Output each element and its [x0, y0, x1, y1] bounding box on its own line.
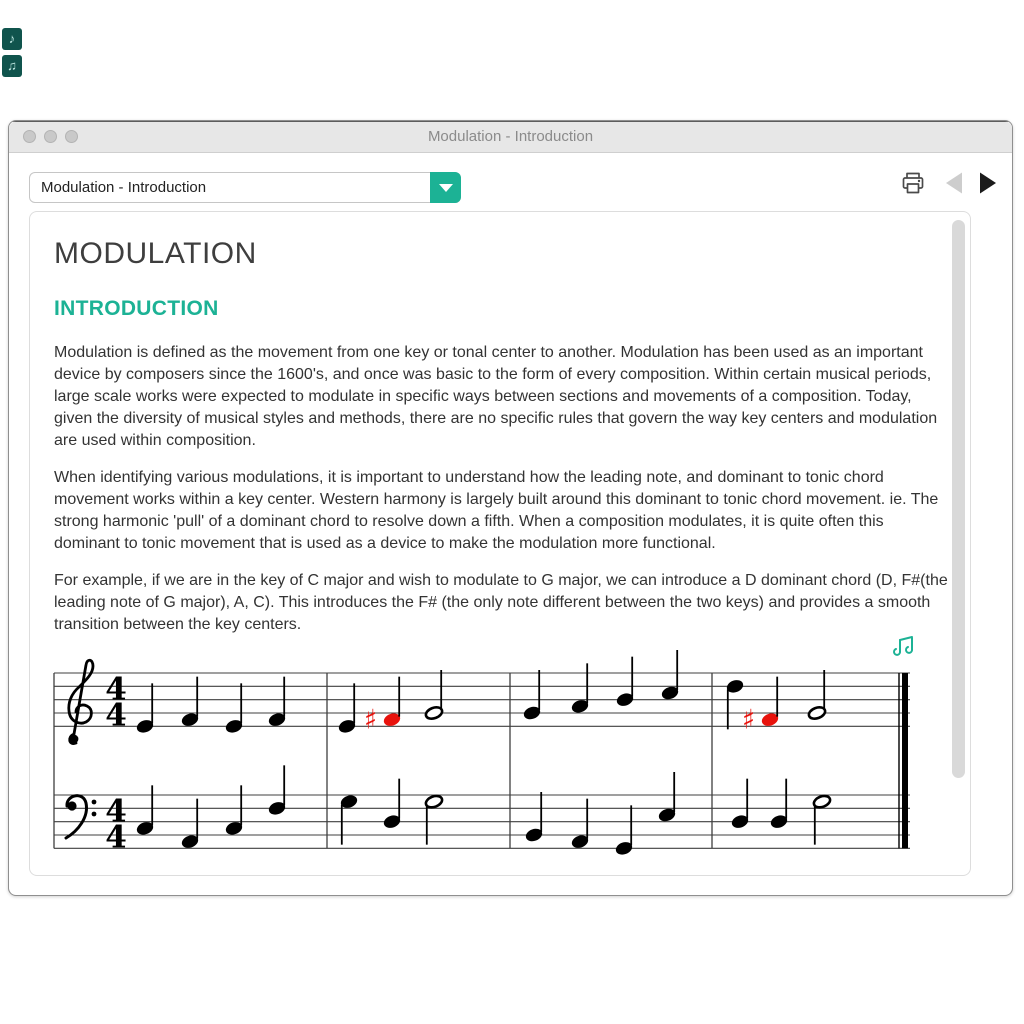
lesson-content-card [29, 211, 971, 876]
chevron-down-icon [439, 184, 453, 192]
back-arrow-icon [943, 170, 965, 196]
lesson-selector-value: Modulation - Introduction [41, 179, 207, 196]
svg-text:4: 4 [105, 697, 127, 734]
paragraph: Modulation is defined as the movement from one key or tonal center to another. Modulation has been used as an important device by composers since the 1600's, and once was basic to the form of every composition. Within certain musical periods, large scale works were expected to modulate in specific ways between sections and movements of a composition. Today, given the diversity of musical styles and methods, there are no specific rules that govern the way key centers and modulation are used within composition. [54, 344, 938, 449]
gallery-thumbnail[interactable]: ♪ [2, 28, 22, 50]
svg-text:4: 4 [105, 793, 127, 830]
paragraph: When identifying various modulations, it is important to understand how the leading note, and dominant to tonic chord movement works within a key center. Western harmony is largely built around this dominant to tonic chord movement. ie. The strong harmonic 'pull' of a dominant chord to resolve down a fifth. When a composition modulates, it is quite often this dominant to tonic movement that is used as a device to make the modulation more functional. [54, 469, 939, 552]
scrollbar-thumb[interactable] [952, 220, 965, 778]
svg-text:4: 4 [105, 671, 127, 708]
svg-text:♯: ♯ [742, 704, 756, 736]
lesson-selector[interactable] [29, 172, 461, 203]
section-heading: INTRODUCTION [54, 297, 219, 320]
back-button[interactable] [943, 170, 965, 201]
grand-staff-notation [42, 645, 922, 873]
titlebar [9, 121, 1012, 153]
app-window [8, 120, 1013, 896]
svg-text:4: 4 [105, 819, 127, 856]
paragraph: For example, if we are in the key of C major and wish to modulate to G major, we can introduce a D dominant chord (D, F#(the leading note of G major), A, C). This introduces the F# (the only note different between the two keys) and provides a smooth transition between the key centers. [54, 572, 948, 633]
page-title: MODULATION [54, 237, 257, 270]
lesson-selector-dropdown-button[interactable] [430, 172, 461, 203]
forward-button[interactable] [977, 170, 999, 201]
window-title: Modulation - Introduction [427, 128, 594, 145]
music-score [42, 645, 922, 873]
toolbar [9, 154, 1012, 204]
gallery-thumbnail[interactable]: ♫ [2, 55, 22, 77]
print-button[interactable] [900, 170, 926, 201]
lesson-content [54, 237, 949, 651]
printer-icon [900, 170, 926, 196]
forward-arrow-icon [977, 170, 999, 196]
svg-text:♯: ♯ [364, 704, 378, 736]
